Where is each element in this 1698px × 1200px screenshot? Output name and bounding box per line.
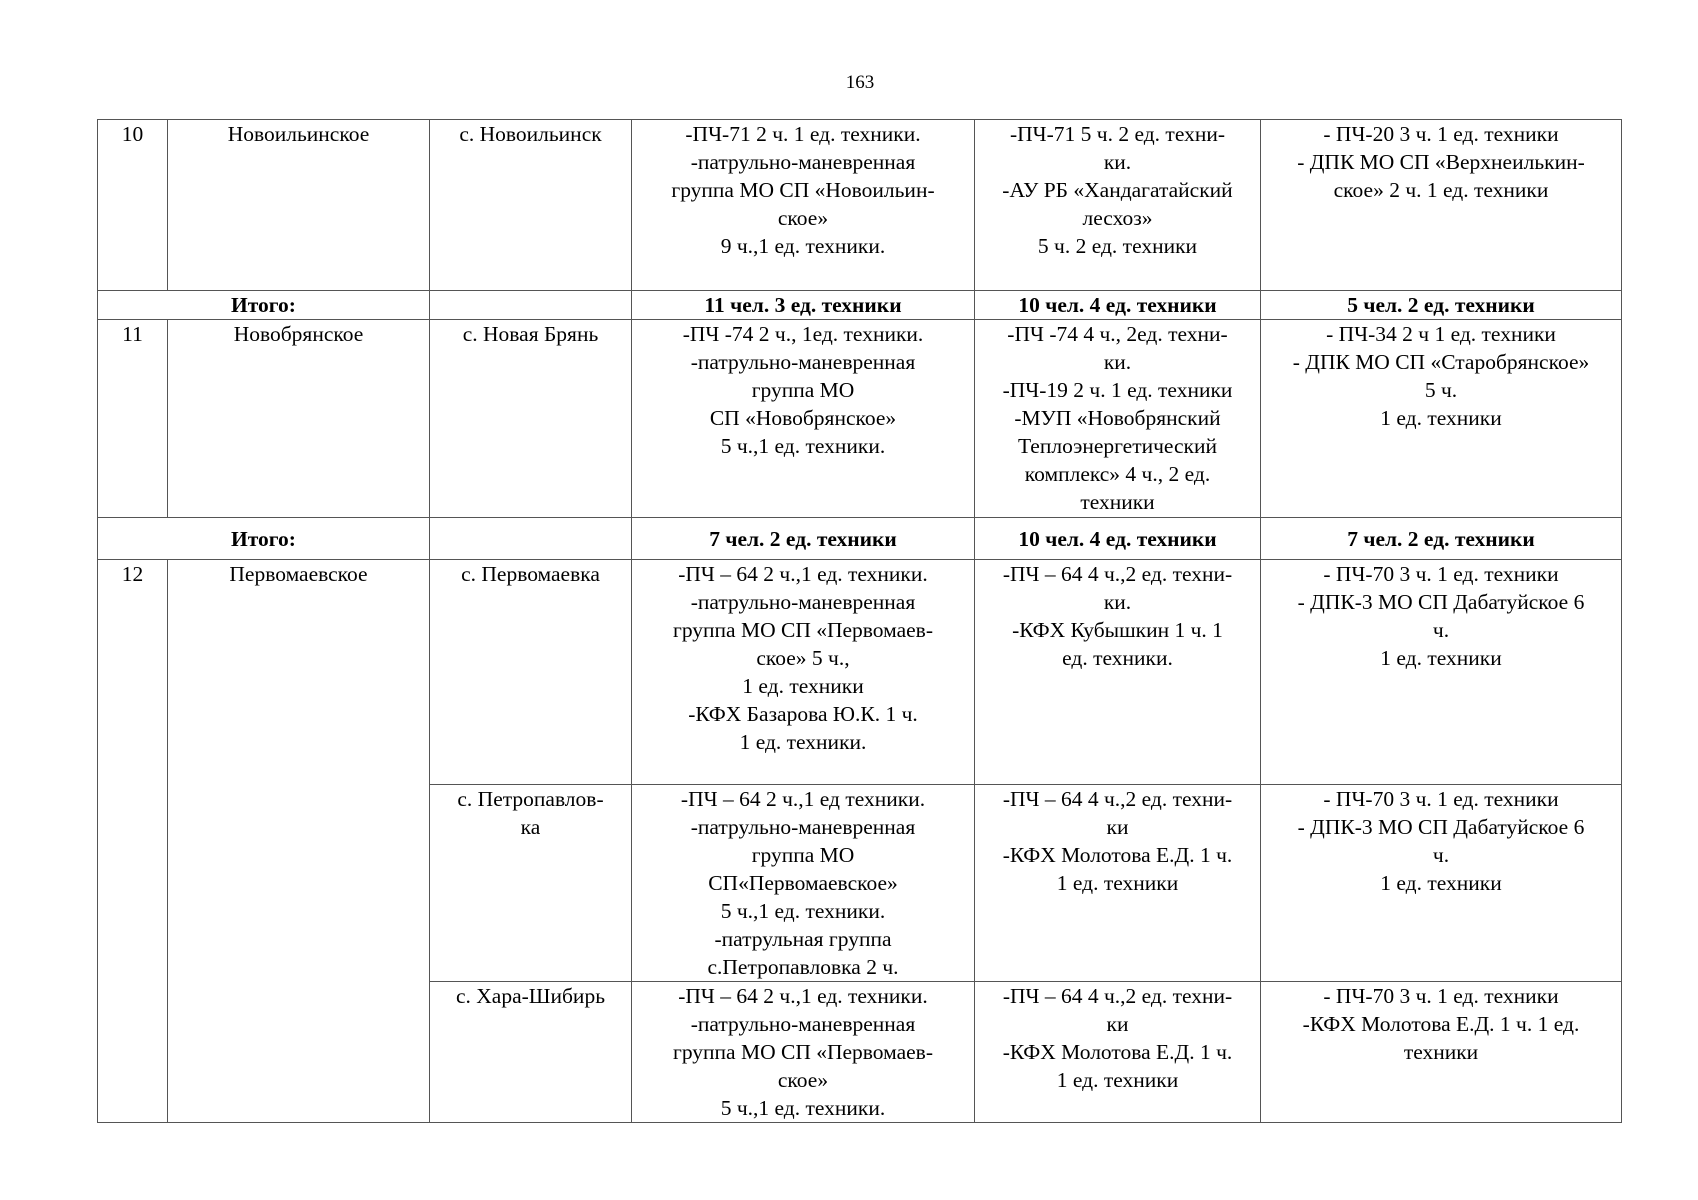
cell-line: -КФХ Молотова Е.Д. 1 ч. 1 ед. xyxy=(1302,1012,1580,1036)
forces-cell xyxy=(632,560,975,785)
cell-line: - ДПК МО СП «Старобрянское» xyxy=(1292,350,1590,374)
cell-line: - ПЧ-70 3 ч. 1 ед. техники xyxy=(1323,984,1559,1008)
cell-line: 1 ед. техники xyxy=(1056,1068,1179,1092)
cell-line: группа МО СП «Новоильин- xyxy=(671,178,935,202)
table-row xyxy=(98,560,1622,785)
cell-line: ское» xyxy=(777,1068,829,1092)
cell-line: -патрульно-маневренная xyxy=(690,1012,916,1036)
cell-line: - ПЧ-34 2 ч 1 ед. техники xyxy=(1326,322,1556,346)
forces-cell xyxy=(975,982,1261,1123)
cell-line: -ПЧ -74 2 ч., 1ед. техники. xyxy=(682,322,924,346)
cell-line: 1 ед. техники xyxy=(1056,871,1179,895)
total-empty-cell xyxy=(430,518,632,560)
cell-line: -патрульно-маневренная xyxy=(690,815,916,839)
cell-line: -КФХ Кубышкин 1 ч. 1 xyxy=(1012,618,1223,642)
cell-line: 1 ед. техники xyxy=(1380,406,1502,430)
forces-table xyxy=(97,119,1622,1123)
settlement-name: Первомаевское xyxy=(168,560,430,1123)
cell-line: - ПЧ-20 3 ч. 1 ед. техники xyxy=(1323,122,1559,146)
forces-cell xyxy=(975,120,1261,291)
page-number: 163 xyxy=(845,72,875,93)
cell-line: с. Петропавлов- xyxy=(457,787,604,811)
cell-line: Теплоэнергетический xyxy=(1017,434,1217,458)
cell-line: -КФХ Молотова Е.Д. 1 ч. xyxy=(1002,1040,1233,1064)
cell-line: 5 ч.,1 ед. техники. xyxy=(720,434,886,458)
row-number: 11 xyxy=(98,320,168,518)
forces-cell xyxy=(975,320,1261,518)
cell-line: группа МО СП «Первомаев- xyxy=(673,618,933,642)
forces-cell xyxy=(1261,982,1622,1123)
cell-line: ед. техники. xyxy=(1062,646,1173,670)
forces-cell xyxy=(632,982,975,1123)
cell-line: -МУП «Новобрянский xyxy=(1014,406,1221,430)
table-row xyxy=(98,320,1622,518)
forces-cell xyxy=(975,785,1261,982)
cell-line: ка xyxy=(520,815,541,839)
cell-line: ч. xyxy=(1432,843,1450,867)
cell-line: -патрульно-маневренная xyxy=(690,350,916,374)
cell-line: -патрульная группа xyxy=(714,927,892,951)
total-label: Итого: xyxy=(98,518,430,560)
cell-line: 1 ед. техники xyxy=(1380,646,1502,670)
cell-line: -патрульно-маневренная xyxy=(690,150,916,174)
cell-line: - ДПК МО СП «Верхнеилькин- xyxy=(1297,150,1585,174)
row-number: 12 xyxy=(98,560,168,1123)
cell-line: -ПЧ – 64 4 ч.,2 ед. техни- xyxy=(1002,787,1233,811)
total-cell: 7 чел. 2 ед. техники xyxy=(632,518,975,560)
cell-line: -ПЧ-71 2 ч. 1 ед. техники. xyxy=(685,122,921,146)
cell-line: с. Новая Брянь xyxy=(462,322,599,346)
row-number: 10 xyxy=(98,120,168,291)
forces-cell xyxy=(1261,320,1622,518)
cell-line: -ПЧ -74 4 ч., 2ед. техни- xyxy=(1007,322,1228,346)
total-cell: 7 чел. 2 ед. техники xyxy=(1261,518,1622,560)
cell-line: лесхоз» xyxy=(1082,206,1153,230)
cell-line: ки xyxy=(1106,815,1129,839)
settlement-name: Новоильинское xyxy=(168,120,430,291)
total-label: Итого: xyxy=(98,291,430,320)
cell-line: -КФХ Базарова Ю.К. 1 ч. xyxy=(688,702,918,726)
cell-line: группа МО xyxy=(751,843,855,867)
village-cell xyxy=(430,785,632,982)
cell-line: группа МО СП «Первомаев- xyxy=(673,1040,933,1064)
cell-line: ки. xyxy=(1103,350,1132,374)
settlement-name: Новобрянское xyxy=(168,320,430,518)
cell-line: 5 ч. xyxy=(1424,378,1458,402)
cell-line: 5 ч.,1 ед. техники. xyxy=(720,1096,886,1120)
total-empty-cell xyxy=(430,291,632,320)
cell-line: ч. xyxy=(1432,618,1450,642)
cell-line: -ПЧ – 64 4 ч.,2 ед. техни- xyxy=(1002,984,1233,1008)
cell-line: 1 ед. техники. xyxy=(739,730,867,754)
cell-line: с. Хара-Шибирь xyxy=(455,984,605,1008)
village-cell xyxy=(430,982,632,1123)
village-cell xyxy=(430,560,632,785)
cell-line: 1 ед. техники xyxy=(1380,871,1502,895)
cell-line: СП«Первомаевское» xyxy=(708,871,898,895)
cell-line: -ПЧ-19 2 ч. 1 ед. техники xyxy=(1002,378,1233,402)
cell-line: с. Первомаевка xyxy=(461,562,600,586)
cell-line: с. Новоильинск xyxy=(459,122,602,146)
cell-line: ское» 5 ч., xyxy=(756,646,850,670)
cell-line: СП «Новобрянское» xyxy=(709,406,897,430)
cell-line: комплекс» 4 ч., 2 ед. xyxy=(1024,462,1211,486)
cell-line: -ПЧ – 64 4 ч.,2 ед. техни- xyxy=(1002,562,1233,586)
forces-cell xyxy=(632,120,975,291)
village-cell xyxy=(430,320,632,518)
total-cell: 10 чел. 4 ед. техники xyxy=(975,518,1261,560)
total-cell: 11 чел. 3 ед. техники xyxy=(632,291,975,320)
cell-line: с.Петропавловка 2 ч. xyxy=(707,955,899,979)
cell-line: ки. xyxy=(1103,150,1132,174)
cell-line: - ДПК-3 МО СП Дабатуйское 6 xyxy=(1297,590,1585,614)
cell-line: ское» xyxy=(777,206,829,230)
forces-cell xyxy=(1261,785,1622,982)
forces-cell xyxy=(1261,560,1622,785)
cell-line: -КФХ Молотова Е.Д. 1 ч. xyxy=(1002,843,1233,867)
cell-line: -патрульно-маневренная xyxy=(690,590,916,614)
cell-line: -ПЧ – 64 2 ч.,1 ед техники. xyxy=(680,787,926,811)
cell-line: - ДПК-3 МО СП Дабатуйское 6 xyxy=(1297,815,1585,839)
cell-line: -АУ РБ «Хандагатайский xyxy=(1002,178,1233,202)
cell-line: ки. xyxy=(1103,590,1132,614)
cell-line: -ПЧ – 64 2 ч.,1 ед. техники. xyxy=(678,562,928,586)
total-cell: 10 чел. 4 ед. техники xyxy=(975,291,1261,320)
cell-line: техники xyxy=(1403,1040,1479,1064)
forces-cell xyxy=(1261,120,1622,291)
forces-cell xyxy=(632,785,975,982)
cell-line: 5 ч. 2 ед. техники xyxy=(1037,234,1198,258)
cell-line: 1 ед. техники xyxy=(742,674,864,698)
cell-line: 9 ч.,1 ед. техники. xyxy=(720,234,886,258)
cell-line: -ПЧ-71 5 ч. 2 ед. техни- xyxy=(1009,122,1226,146)
forces-cell xyxy=(632,320,975,518)
total-cell: 5 чел. 2 ед. техники xyxy=(1261,291,1622,320)
total-row xyxy=(98,291,1622,320)
village-cell xyxy=(430,120,632,291)
cell-line: - ПЧ-70 3 ч. 1 ед. техники xyxy=(1323,787,1559,811)
cell-line: группа МО xyxy=(751,378,855,402)
cell-line: техники xyxy=(1080,490,1155,514)
cell-line: - ПЧ-70 3 ч. 1 ед. техники xyxy=(1323,562,1559,586)
forces-cell xyxy=(975,560,1261,785)
cell-line: -ПЧ – 64 2 ч.,1 ед. техники. xyxy=(678,984,928,1008)
table-row xyxy=(98,120,1622,291)
cell-line: 5 ч.,1 ед. техники. xyxy=(720,899,886,923)
total-row xyxy=(98,518,1622,560)
cell-line: ское» 2 ч. 1 ед. техники xyxy=(1333,178,1549,202)
cell-line: ки xyxy=(1106,1012,1129,1036)
